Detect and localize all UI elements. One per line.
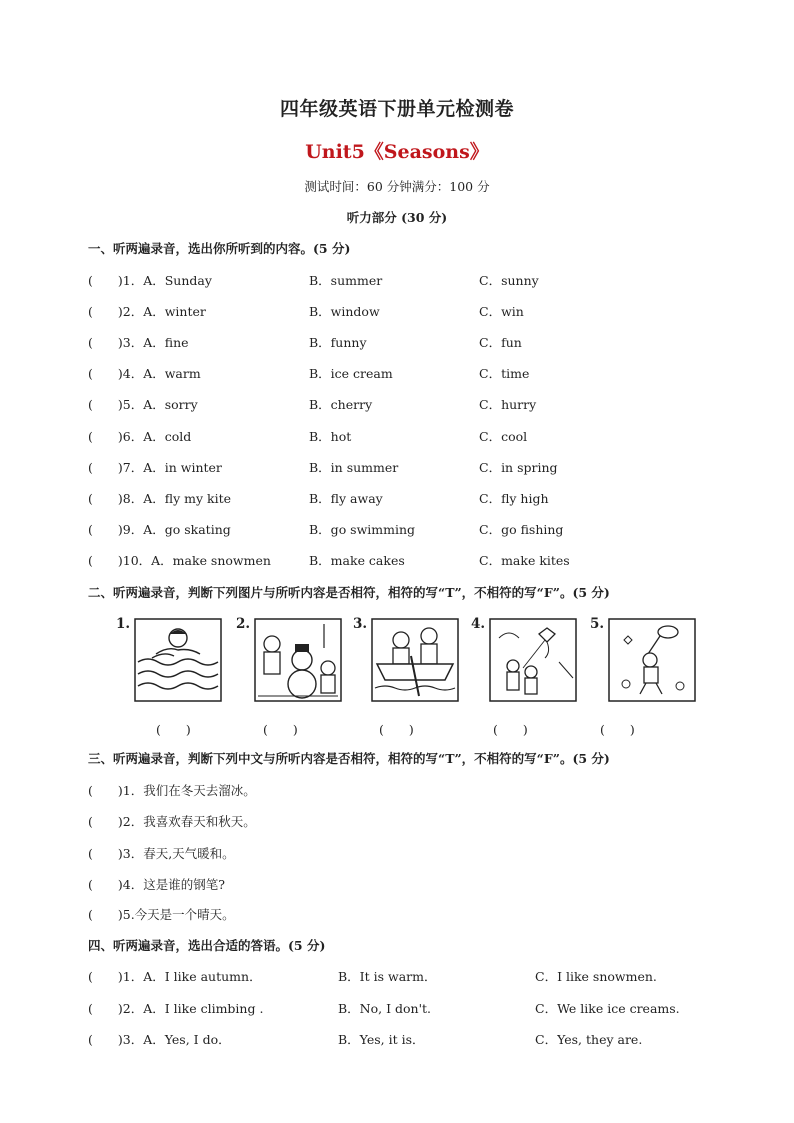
sec3-question-2 (88, 812, 728, 832)
kite-flying-picture (489, 618, 577, 702)
sec1-q4-b: B．ice cream (309, 366, 393, 381)
sec1-question-4 (88, 364, 728, 384)
sec1-q8-c: C．fly high (479, 491, 549, 506)
sec1-question-5 (88, 395, 728, 415)
sec1-q7-c: C．in spring (479, 460, 558, 475)
picture-5-label: 5. (590, 616, 605, 632)
sec1-q7-b: B．in summer (309, 460, 399, 475)
sec1-question-9 (88, 520, 728, 540)
picture-4-answer-blank[interactable]: ( ) (493, 722, 528, 737)
sec3-question-5 (88, 905, 728, 925)
sec1-q8-b: B．fly away (309, 491, 383, 506)
sec3-q1-text: ( )1．我们在冬天去溜冰。 (88, 783, 256, 798)
picture-2-label: 2. (236, 616, 251, 632)
sec1-question-7 (88, 458, 728, 478)
sec4-q2-b: B．No, I don't. (338, 1001, 432, 1016)
sec4-q1-a: ( )1．A．I like autumn． (88, 969, 262, 984)
section1-heading: 一、听两遍录音，选出你所听到的内容。(5 分) (88, 241, 351, 256)
sec1-q6-a: ( )6．A．cold (88, 429, 192, 444)
sec4-question-3 (88, 1030, 728, 1050)
sec1-q2-a: ( )2．A．winter (88, 304, 206, 319)
sec1-q7-a: ( )7．A．in winter (88, 460, 222, 475)
sec4-q1-c: C．I like snowmen. (535, 969, 657, 984)
picture-3-label: 3. (353, 616, 368, 632)
sec1-q9-b: B．go swimming (309, 522, 416, 537)
sec1-q1-c: C．sunny (479, 273, 539, 288)
sec1-q10-a: ( )10．A．make snowmen (88, 553, 271, 568)
sec1-q1-b: B．summer (309, 273, 383, 288)
butterfly-catching-picture (608, 618, 696, 702)
sec1-q10-c: C．make kites (479, 553, 570, 568)
sec1-q3-b: B．funny (309, 335, 367, 350)
sec3-q3-text: ( )3．春天,天气暖和。 (88, 846, 235, 861)
sec4-q2-c: C．We like ice creams. (535, 1001, 680, 1016)
sec1-q2-b: B．window (309, 304, 380, 319)
swimming-picture (134, 618, 222, 702)
sec1-q3-c: C．fun (479, 335, 522, 350)
snowman-picture (254, 618, 342, 702)
sec4-q2-a: ( )2．A．I like climbing . (88, 1001, 264, 1016)
section2-heading: 二、听两遍录音，判断下列图片与所听内容是否相符，相符的写“T”，不相符的写“F”。(5 分) (88, 585, 610, 600)
sec1-q9-c: C．go fishing (479, 522, 564, 537)
sec1-q9-a: ( )9．A．go skating (88, 522, 231, 537)
sec1-q6-b: B．hot (309, 429, 352, 444)
sec1-q5-a: ( )5．A．sorry (88, 397, 198, 412)
sec1-q5-b: B．cherry (309, 397, 373, 412)
sec1-question-6 (88, 427, 728, 447)
sec4-q3-b: B．Yes, it is． (338, 1032, 425, 1047)
sec4-q3-c: C．Yes, they are. (535, 1032, 643, 1047)
sec4-question-2 (88, 999, 728, 1019)
sec1-question-1 (88, 271, 728, 291)
sec1-q5-c: C．hurry (479, 397, 537, 412)
sec3-question-3 (88, 844, 728, 864)
sec3-question-1 (88, 781, 728, 801)
picture-1-answer-blank[interactable]: ( ) (156, 722, 191, 737)
sec3-q4-text: ( )4．这是谁的钢笔? (88, 877, 225, 892)
sec1-q2-c: C．win (479, 304, 524, 319)
sec1-q1-a: ( )1．A．Sunday (88, 273, 212, 288)
sec1-question-2 (88, 302, 728, 322)
sec3-q5-text: ( )5.今天是一个晴天。 (88, 907, 235, 922)
sec4-q1-b: B．It is warm． (338, 969, 437, 984)
sec1-q6-c: C．cool (479, 429, 528, 444)
unit-subtitle: Unit5《Seasons》 (305, 141, 489, 163)
picture-1-label: 1. (116, 616, 131, 632)
sec1-question-3 (88, 333, 728, 353)
picture-5-answer-blank[interactable]: ( ) (600, 722, 635, 737)
section4-heading: 四、听两遍录音，选出合适的答语。(5 分) (88, 938, 326, 953)
sec4-q3-a: ( )3．A．Yes, I do． (88, 1032, 231, 1047)
listening-part-heading: 听力部分 (30 分) (346, 210, 448, 225)
sec3-q2-text: ( )2．我喜欢春天和秋天。 (88, 814, 256, 829)
sec1-q3-a: ( )3．A．fine (88, 335, 189, 350)
section3-heading: 三、听两遍录音，判断下列中文与所听内容是否相符，相符的写“T”，不相符的写“F”。(5 分) (88, 751, 610, 766)
picture-row (116, 616, 716, 706)
sec1-question-10 (88, 551, 728, 571)
page-title: 四年级英语下册单元检测卷 (279, 98, 514, 120)
sec1-q4-a: ( )4．A．warm (88, 366, 201, 381)
sec1-q8-a: ( )8．A．fly my kite (88, 491, 231, 506)
sec3-question-4 (88, 875, 728, 895)
sec1-q10-b: B．make cakes (309, 553, 405, 568)
sec4-question-1 (88, 967, 728, 987)
sec1-question-8 (88, 489, 728, 509)
sec1-q4-c: C．time (479, 366, 530, 381)
boating-picture (371, 618, 459, 702)
picture-4-label: 4. (471, 616, 486, 632)
test-meta: 测试时间：60 分钟满分：100 分 (304, 179, 490, 194)
picture-2-answer-blank[interactable]: ( ) (263, 722, 298, 737)
picture-3-answer-blank[interactable]: ( ) (379, 722, 414, 737)
